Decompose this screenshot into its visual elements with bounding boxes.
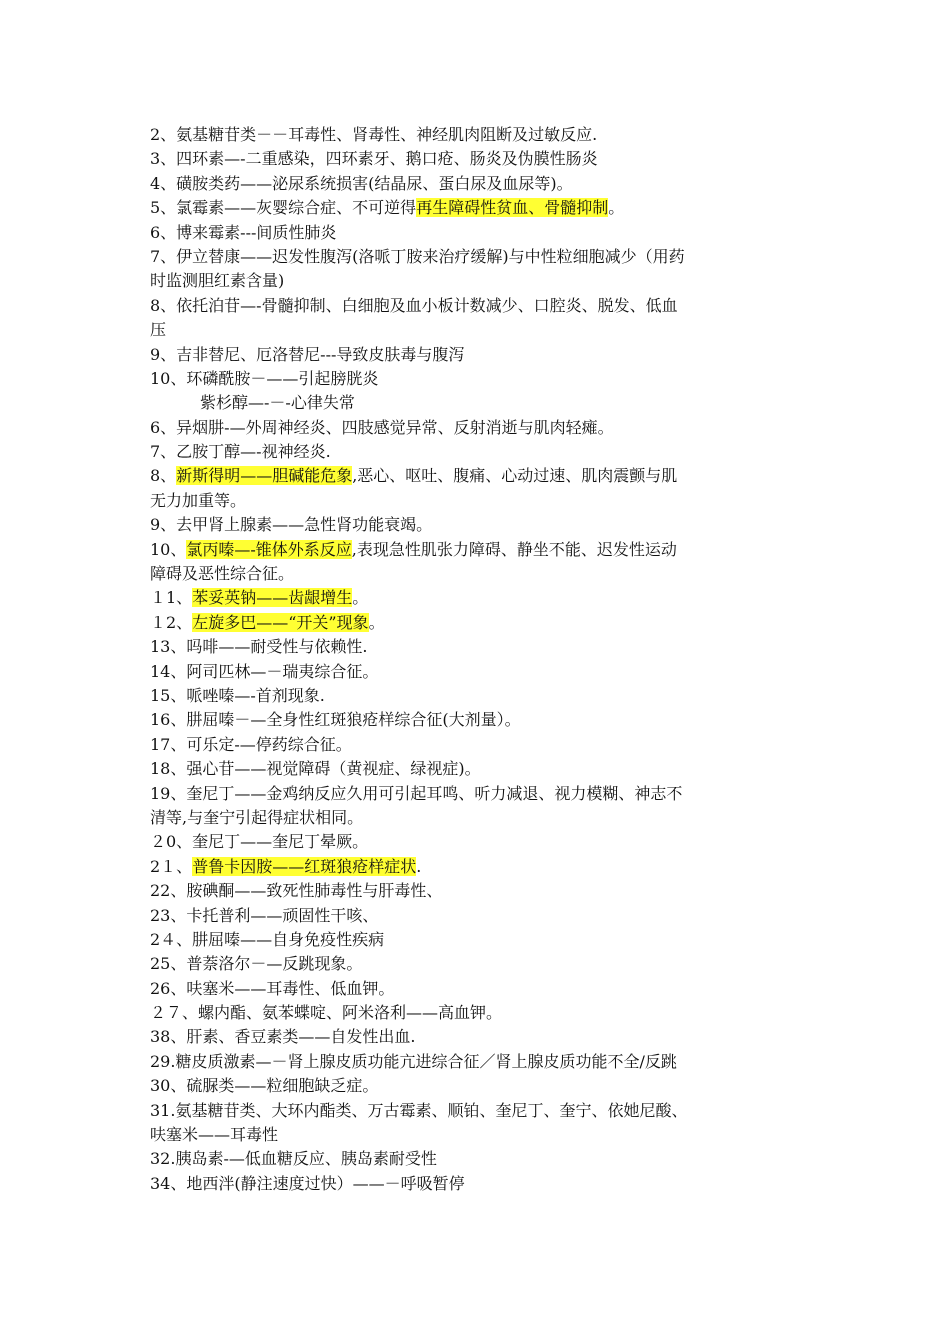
text-segment: 8、 (150, 466, 177, 486)
text-line (150, 367, 800, 391)
text-line (150, 1025, 800, 1049)
text-line (150, 196, 800, 220)
text-segment: 22、胺碘酮——致死性肺毒性与肝毒性、 (150, 881, 443, 901)
text-segment: 。 (352, 588, 369, 608)
text-line (150, 294, 800, 318)
text-segment: ,恶心、呕吐、腹痛、心动过速、肌肉震颤与肌 (352, 466, 678, 486)
text-segment: 5、氯霉素——灰婴综合症、不可逆得 (150, 198, 417, 218)
text-segment: 时监测胆红素含量) (150, 271, 285, 291)
text-line (150, 123, 800, 147)
text-line (150, 757, 800, 781)
text-segment: 2４、肼屈嗪——自身免疫性疾病 (150, 929, 385, 949)
text-segment: 7、伊立替康——迟发性腹泻(洛哌丁胺来治疗缓解)与中性粒细胞减少（用药 (150, 246, 685, 266)
text-line (150, 1172, 800, 1196)
text-line (150, 1147, 800, 1171)
text-line (150, 343, 800, 367)
text-line (150, 904, 800, 928)
text-line (150, 440, 800, 464)
text-segment: 29.糖皮质激素—－肾上腺皮质功能亢进综合征／肾上腺皮质功能不全/反跳 (150, 1051, 677, 1071)
text-segment: 25、普萘洛尔－—反跳现象。 (150, 954, 363, 974)
text-segment: １2、 (150, 612, 193, 632)
text-segment: 14、阿司匹林—－瑞夷综合征。 (150, 661, 379, 681)
text-line (150, 245, 800, 269)
text-line (150, 269, 800, 293)
text-segment: 7、乙胺丁醇—-视神经炎. (150, 442, 331, 462)
text-line (150, 928, 800, 952)
text-line (150, 562, 800, 586)
text-segment: 。 (608, 198, 625, 218)
text-line (150, 489, 800, 513)
text-line (150, 806, 800, 830)
text-segment: 8、依托泊苷—-骨髓抑制、白细胞及血小板计数减少、口腔炎、脱发、低血 (150, 295, 678, 315)
highlighted-text: 苯妥英钠——齿龈增生 (192, 588, 353, 608)
text-line (150, 611, 800, 635)
text-segment: 30、硫脲类——粒细胞缺乏症。 (150, 1076, 379, 1096)
text-segment: 2、氨基糖苷类－－耳毒性、肾毒性、神经肌肉阻断及过敏反应. (150, 125, 598, 144)
text-segment: 15、哌唑嗪—-首剂现象. (150, 685, 325, 705)
text-segment: 32.胰岛素-—低血糖反应、胰岛素耐受性 (150, 1149, 437, 1169)
text-segment: 障碍及恶性综合征。 (150, 564, 295, 584)
text-segment: 2１、 (150, 856, 193, 876)
text-line (150, 172, 800, 196)
text-segment: ,表现急性肌张力障碍、静坐不能、迟发性运动 (351, 539, 677, 559)
text-segment: 26、呋塞米——耳毒性、低血钾。 (150, 978, 395, 998)
text-segment: 38、肝素、香豆素类——自发性出血. (150, 1027, 416, 1047)
text-segment: 34、地西泮(静注速度过快）——－呼吸暂停 (150, 1173, 465, 1193)
text-line (150, 782, 800, 806)
text-segment: 10、环磷酰胺－——引起膀胱炎 (150, 368, 379, 388)
text-segment: 6、异烟肼-—外周神经炎、四肢感觉异常、反射消逝与肌肉轻瘫。 (150, 417, 614, 437)
document-body (150, 123, 800, 1196)
text-segment: １1、 (150, 588, 193, 608)
text-segment: ２0、奎尼丁——奎尼丁晕厥。 (150, 832, 369, 852)
text-segment: 呋塞米——耳毒性 (150, 1125, 279, 1145)
text-segment: 9、吉非替尼、厄洛替尼---导致皮肤毒与腹泻 (150, 344, 465, 364)
text-segment: 18、强心苷——视觉障碍（黄视症、绿视症)。 (150, 759, 481, 779)
highlighted-text: 氯丙嗪—-锥体外系反应 (186, 539, 352, 559)
text-segment: 无力加重等。 (150, 490, 247, 510)
highlighted-text: 普鲁卡因胺——红斑狼疮样症状 (192, 856, 417, 876)
text-segment: 清等,与奎宁引起得症状相同。 (150, 807, 364, 827)
highlighted-text: 左旋多巴——“开关”现象 (192, 612, 369, 632)
text-line (150, 855, 800, 879)
text-segment: 19、奎尼丁——金鸡纳反应久用可引起耳鸣、听力减退、视力模糊、神志不 (150, 783, 683, 803)
text-line (150, 1050, 800, 1074)
text-line (150, 733, 800, 757)
text-line (150, 977, 800, 1001)
text-line (150, 1001, 800, 1025)
text-segment: 压 (150, 320, 167, 340)
text-line (150, 1099, 800, 1123)
text-line (150, 708, 800, 732)
text-line (150, 538, 800, 562)
text-line (150, 513, 800, 537)
text-segment: . (416, 856, 422, 876)
highlighted-text: 新斯得明——胆碱能危象 (176, 466, 353, 486)
text-line (150, 318, 800, 342)
text-segment: 31.氨基糖苷类、大环内酯类、万古霉素、顺铂、奎尼丁、奎宁、依她尼酸、 (150, 1100, 688, 1120)
highlighted-text: 再生障碍性贫血、骨髓抑制 (416, 198, 609, 218)
text-segment: 16、肼屈嗪－—全身性红斑狼疮样综合征(大剂量）。 (150, 710, 521, 730)
text-segment: 6、博来霉素---间质性肺炎 (150, 222, 337, 242)
text-line (150, 660, 800, 684)
text-line (150, 879, 800, 903)
text-line (150, 1074, 800, 1098)
text-line (150, 1123, 800, 1147)
text-line (150, 391, 800, 415)
text-line (150, 635, 800, 659)
text-segment: ２７、螺内酯、氨苯蝶啶、阿米洛利——高血钾。 (150, 1003, 503, 1023)
text-segment: 4、磺胺类药——泌尿系统损害(结晶尿、蛋白尿及血尿等)。 (150, 173, 573, 193)
text-line (150, 830, 800, 854)
text-line (150, 147, 800, 171)
text-line (150, 684, 800, 708)
text-segment: 10、 (150, 539, 187, 559)
text-segment: 23、卡托普利——顽固性干咳、 (150, 905, 379, 925)
text-line (150, 586, 800, 610)
text-segment: 13、吗啡——耐受性与依赖性. (150, 637, 368, 657)
text-line (150, 952, 800, 976)
text-segment: 紫杉醇—-－-心律失常 (200, 393, 355, 413)
text-segment: 17、可乐定-—停药综合征。 (150, 734, 352, 754)
text-segment: 。 (368, 612, 385, 632)
text-line (150, 416, 800, 440)
text-line (150, 221, 800, 245)
text-segment: 9、去甲肾上腺素——急性肾功能衰竭。 (150, 515, 433, 535)
text-line (150, 464, 800, 488)
text-segment: 3、四环素—-二重感染，四环素牙、鹅口疮、肠炎及伪膜性肠炎 (150, 149, 598, 169)
